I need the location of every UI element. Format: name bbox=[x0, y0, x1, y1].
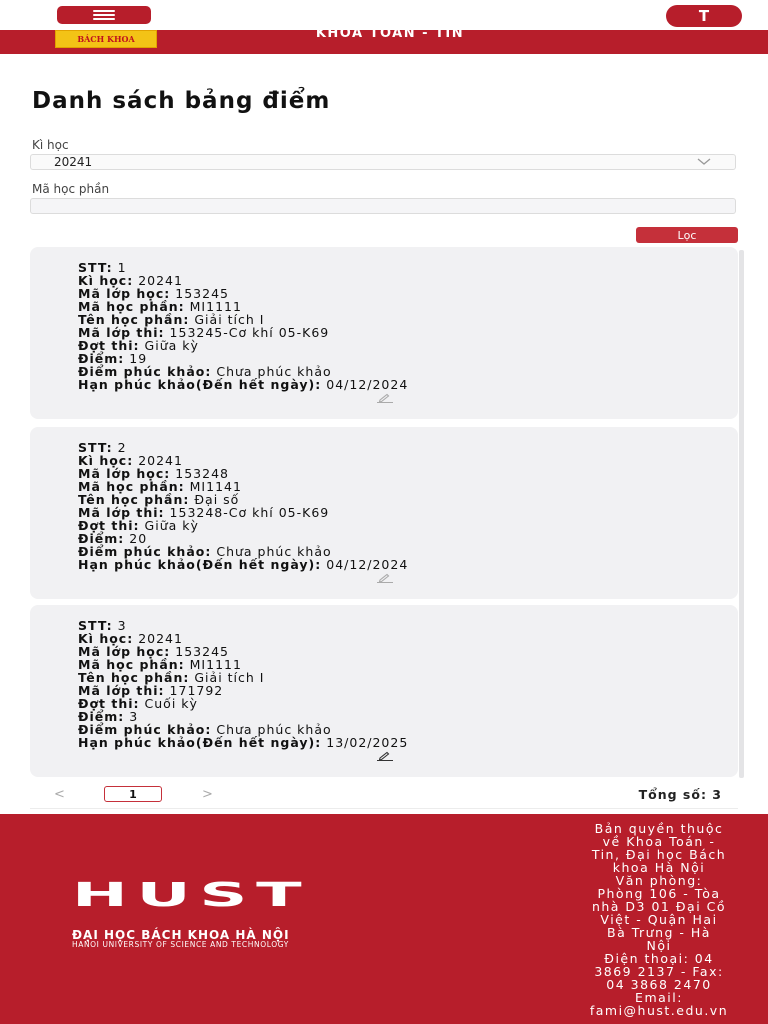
university-name-en: HANOI UNIVERSITY OF SCIENCE AND TECHNOLOGY bbox=[72, 940, 289, 949]
score-label: Điểm: bbox=[78, 531, 125, 546]
user-avatar[interactable]: T bbox=[666, 5, 742, 27]
stt-label: STT: bbox=[78, 618, 113, 633]
score-value: 3 bbox=[129, 709, 139, 724]
stt-value: 2 bbox=[117, 440, 127, 455]
course-code-field-label: Mã học phần: bbox=[78, 479, 185, 494]
semester-field-label: Kì học: bbox=[78, 453, 134, 468]
pencil-edit-icon[interactable] bbox=[374, 393, 396, 403]
score-label: Điểm: bbox=[78, 351, 125, 366]
class-code-value: 153245 bbox=[175, 644, 229, 659]
course-name-label: Tên học phần: bbox=[78, 670, 190, 685]
department-title: KHOA TOÁN - TIN bbox=[315, 26, 465, 41]
review-score-value: Chưa phúc khảo bbox=[216, 364, 332, 379]
review-deadline-label: Hạn phúc khảo(Đến hết ngày): bbox=[78, 557, 322, 572]
stt-label: STT: bbox=[78, 440, 113, 455]
hust-logo: HUST bbox=[72, 875, 311, 914]
exam-class-value: 171792 bbox=[169, 683, 224, 698]
semester-field-label: Kì học: bbox=[78, 631, 134, 646]
chevron-down-icon bbox=[697, 157, 711, 166]
next-page-button[interactable]: > bbox=[202, 787, 213, 802]
exam-round-label: Đợt thi: bbox=[78, 338, 140, 353]
pencil-edit-icon[interactable] bbox=[374, 751, 396, 761]
page-title: Danh sách bảng điểm bbox=[32, 88, 331, 114]
course-code-field-label: Mã học phần: bbox=[78, 299, 185, 314]
logo-text: BÁCH KHOA bbox=[77, 34, 135, 44]
copyright-info: Bản quyền thuộc về Khoa Toán - Tin, Đại học Bách khoa Hà Nội Văn phòng: Phòng 106 - Tòa nhà D3 01 Đại Cồ Việt - Quận Hai Bà Trưng - Hà Nội Điện thoại: 04 3869 2137 - Fax: 04 3868 2470 Email: fami@hust.edu.vn bbox=[589, 821, 729, 1018]
class-code-value: 153248 bbox=[175, 466, 229, 481]
total-count: Tổng số: 3 bbox=[638, 787, 722, 802]
pencil-edit-icon[interactable] bbox=[374, 573, 396, 583]
exam-round-label: Đợt thi: bbox=[78, 696, 140, 711]
grade-card-fields bbox=[78, 441, 408, 571]
university-name-vn: ĐẠI HỌC BÁCH KHOA HÀ NỘI bbox=[72, 928, 290, 942]
list-scrollbar[interactable] bbox=[739, 250, 744, 778]
pagination bbox=[30, 780, 738, 809]
review-deadline-label: Hạn phúc khảo(Đến hết ngày): bbox=[78, 377, 322, 392]
semester-value: 20241 bbox=[138, 631, 183, 646]
menu-button[interactable] bbox=[57, 6, 151, 24]
exam-class-value: 153245-Cơ khí 05-K69 bbox=[169, 325, 330, 340]
grade-card-fields bbox=[78, 619, 408, 749]
course-code-value: MI1111 bbox=[189, 657, 242, 672]
review-score-label: Điểm phúc khảo: bbox=[78, 544, 212, 559]
exam-round-value: Giữa kỳ bbox=[144, 518, 199, 533]
grade-card bbox=[30, 427, 738, 599]
exam-round-label: Đợt thi: bbox=[78, 518, 140, 533]
hamburger-menu-icon bbox=[93, 10, 115, 20]
grade-card bbox=[30, 247, 738, 419]
review-deadline-value: 04/12/2024 bbox=[326, 557, 409, 572]
exam-round-value: Cuối kỳ bbox=[144, 696, 198, 711]
semester-select-value: 20241 bbox=[54, 155, 93, 169]
course-name-label: Tên học phần: bbox=[78, 312, 190, 327]
exam-class-label: Mã lớp thi: bbox=[78, 325, 165, 340]
semester-label: Kì học bbox=[32, 138, 69, 152]
course-code-value: MI1141 bbox=[189, 479, 242, 494]
exam-class-value: 153248-Cơ khí 05-K69 bbox=[169, 505, 330, 520]
review-deadline-value: 13/02/2025 bbox=[326, 735, 409, 750]
semester-value: 20241 bbox=[138, 273, 183, 288]
footer bbox=[0, 814, 768, 1024]
class-code-label: Mã lớp học: bbox=[78, 466, 171, 481]
course-name-value: Giải tích I bbox=[194, 670, 265, 685]
course-name-value: Đại số bbox=[194, 492, 240, 507]
course-code-value: MI1111 bbox=[189, 299, 242, 314]
exam-class-label: Mã lớp thi: bbox=[78, 505, 165, 520]
course-name-label: Tên học phần: bbox=[78, 492, 190, 507]
course-code-field-label: Mã học phần: bbox=[78, 657, 185, 672]
review-score-label: Điểm phúc khảo: bbox=[78, 722, 212, 737]
score-value: 19 bbox=[129, 351, 148, 366]
review-score-value: Chưa phúc khảo bbox=[216, 722, 332, 737]
grade-card-fields bbox=[78, 261, 408, 391]
stt-value: 3 bbox=[117, 618, 127, 633]
review-score-value: Chưa phúc khảo bbox=[216, 544, 332, 559]
course-code-input[interactable] bbox=[30, 198, 736, 214]
review-deadline-value: 04/12/2024 bbox=[326, 377, 409, 392]
class-code-label: Mã lớp học: bbox=[78, 286, 171, 301]
review-deadline-label: Hạn phúc khảo(Đến hết ngày): bbox=[78, 735, 322, 750]
stt-label: STT: bbox=[78, 260, 113, 275]
filter-button[interactable]: Lọc bbox=[636, 227, 738, 243]
grade-card bbox=[30, 605, 738, 777]
prev-page-button[interactable]: < bbox=[54, 787, 65, 802]
exam-round-value: Giữa kỳ bbox=[144, 338, 199, 353]
class-code-value: 153245 bbox=[175, 286, 229, 301]
current-page-button[interactable]: 1 bbox=[104, 786, 162, 802]
score-value: 20 bbox=[129, 531, 148, 546]
stt-value: 1 bbox=[117, 260, 127, 275]
semester-select[interactable] bbox=[30, 154, 736, 170]
course-code-label: Mã học phần bbox=[32, 182, 110, 196]
exam-class-label: Mã lớp thi: bbox=[78, 683, 165, 698]
grade-list bbox=[30, 247, 738, 807]
course-name-value: Giải tích I bbox=[194, 312, 265, 327]
semester-field-label: Kì học: bbox=[78, 273, 134, 288]
score-label: Điểm: bbox=[78, 709, 125, 724]
class-code-label: Mã lớp học: bbox=[78, 644, 171, 659]
review-score-label: Điểm phúc khảo: bbox=[78, 364, 212, 379]
semester-value: 20241 bbox=[138, 453, 183, 468]
